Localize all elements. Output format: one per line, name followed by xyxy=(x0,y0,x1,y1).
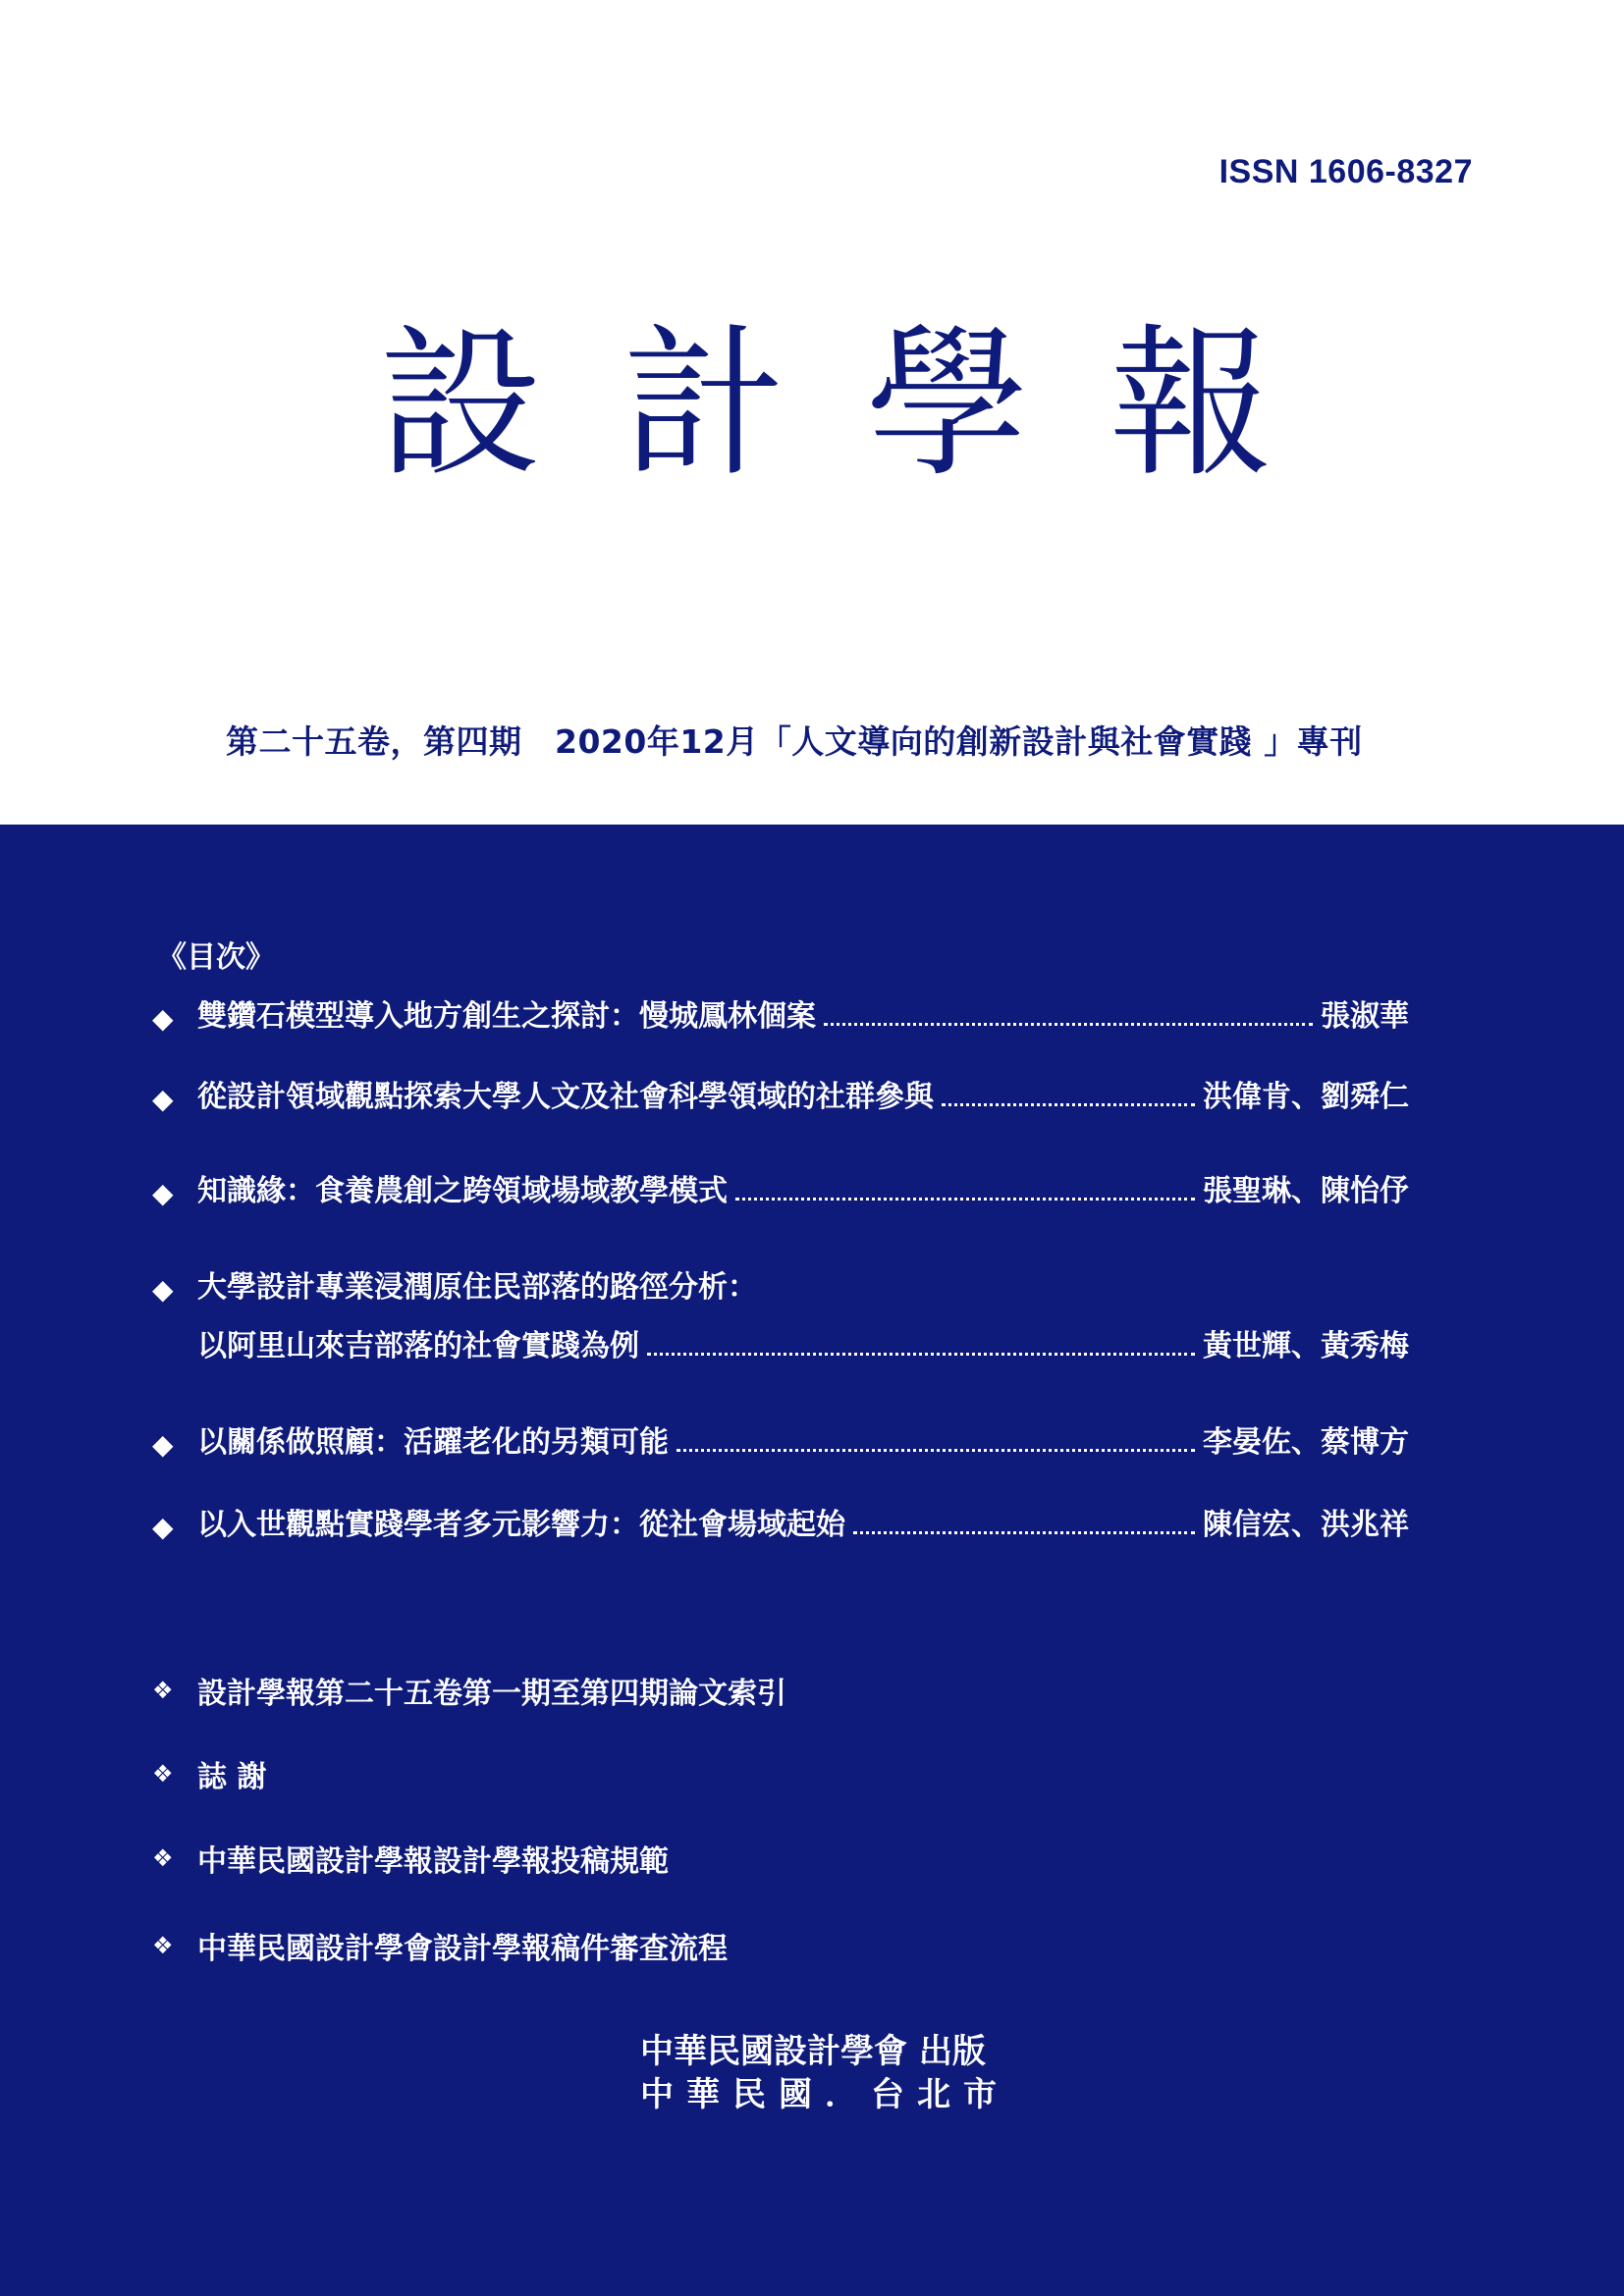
dot-leader xyxy=(942,1103,1195,1106)
diamond-bullet-icon: ◆ xyxy=(152,1273,174,1306)
entry-title: 雙鑽石模型導入地方創生之探討：慢城鳳林個案 xyxy=(197,999,816,1034)
misc-label: 中華民國設計學報設計學報投稿規範 xyxy=(197,1844,669,1879)
misc-label: 誌 謝 xyxy=(197,1760,267,1794)
diamond-bullet-icon: ◆ xyxy=(152,1177,174,1209)
entry-author: 張淑華 xyxy=(1321,999,1409,1034)
toc-misc-item xyxy=(152,1924,728,1967)
toc-misc-item xyxy=(152,1837,669,1880)
diamond-bullet-icon: ◆ xyxy=(152,1428,174,1461)
toc-entry xyxy=(152,1166,1409,1209)
entry-title: 從設計領域觀點探索大學人文及社會科學領域的社群參與 xyxy=(197,1080,934,1114)
title-char: 設 xyxy=(379,310,542,500)
diamond-bullet-icon: ◆ xyxy=(152,1002,174,1035)
toc-misc-item xyxy=(152,1669,786,1712)
entry-author: 洪偉肯、劉舜仁 xyxy=(1203,1080,1409,1114)
toc-entry xyxy=(152,991,1409,1035)
four-diamond-bullet-icon: ❖ xyxy=(152,1760,174,1788)
misc-label: 中華民國設計學會設計學報稿件審查流程 xyxy=(197,1932,728,1966)
issue-line: 第二十五卷，第四期 2020年12月「人文導向的創新設計與社會實踐 」專刊 xyxy=(226,722,1363,761)
dot-leader xyxy=(824,1023,1313,1026)
diamond-bullet-icon: ◆ xyxy=(152,1511,174,1543)
entry-title-line2: 以阿里山來吉部落的社會實踐為例 xyxy=(197,1329,639,1363)
issn-label: ISSN 1606-8327 xyxy=(1218,153,1473,190)
misc-label: 設計學報第二十五卷第一期至第四期論文索引 xyxy=(197,1677,786,1711)
toc-misc-item xyxy=(152,1752,266,1795)
diamond-bullet-icon: ◆ xyxy=(152,1083,174,1115)
entry-author: 李晏佐、蔡博方 xyxy=(1203,1425,1409,1460)
toc-entry xyxy=(152,1500,1409,1543)
toc-entry xyxy=(152,1417,1409,1461)
toc-entry xyxy=(152,1072,1409,1115)
entry-author: 陳信宏、洪兆祥 xyxy=(1203,1508,1409,1542)
entry-title: 知識緣：食養農創之跨領域場域教學模式 xyxy=(197,1174,728,1208)
dot-leader xyxy=(853,1531,1195,1534)
title-char: 計 xyxy=(623,310,785,500)
entry-author: 黃世輝、黃秀梅 xyxy=(1203,1329,1409,1363)
four-diamond-bullet-icon: ❖ xyxy=(152,1932,174,1959)
four-diamond-bullet-icon: ❖ xyxy=(152,1677,174,1704)
toc-entry-continuation xyxy=(197,1321,1409,1364)
title-char: 報 xyxy=(1110,310,1272,500)
contents-panel xyxy=(0,825,1624,2296)
dot-leader xyxy=(735,1198,1195,1201)
toc-entry xyxy=(152,1262,1409,1306)
entry-title: 以入世觀點實踐學者多元影響力：從社會場域起始 xyxy=(197,1508,845,1542)
entry-title: 大學設計專業浸潤原住民部落的路徑分析： xyxy=(197,1270,757,1305)
publisher-block xyxy=(640,2030,1009,2116)
dot-leader xyxy=(677,1449,1195,1452)
toc-heading: 《目次》 xyxy=(157,940,275,975)
four-diamond-bullet-icon: ❖ xyxy=(152,1844,174,1872)
dot-leader xyxy=(647,1353,1195,1356)
publisher-location: 中華民國．台北市 xyxy=(640,2075,1009,2114)
entry-author: 張聖琳、陳怡伃 xyxy=(1203,1174,1409,1208)
publisher-name: 中華民國設計學會 出版 xyxy=(640,2032,986,2071)
journal-title xyxy=(0,310,1624,500)
title-char: 學 xyxy=(866,310,1029,500)
entry-title: 以關係做照顧：活躍老化的另類可能 xyxy=(197,1425,669,1460)
